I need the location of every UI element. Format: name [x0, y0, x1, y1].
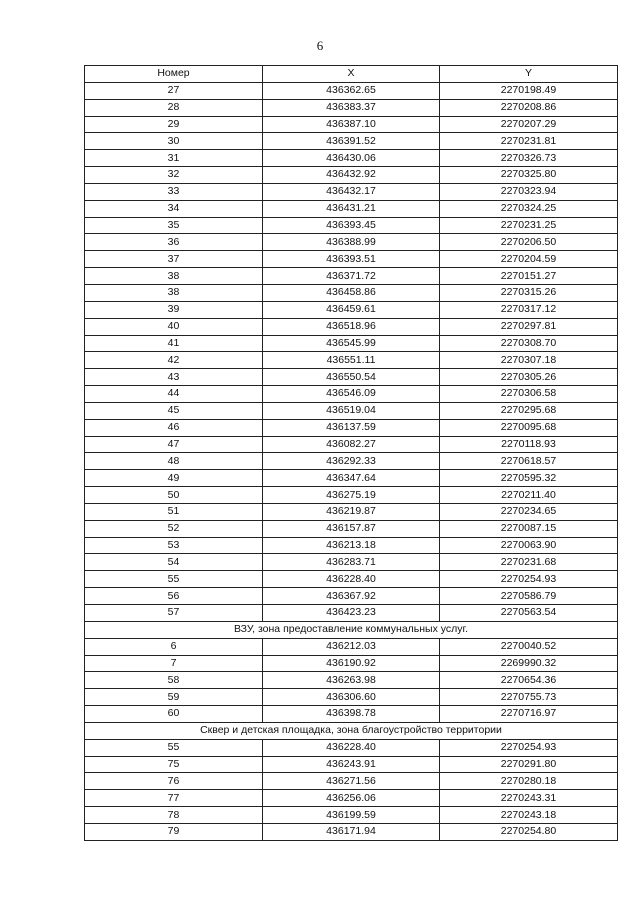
cell-y: 2270231.81 — [440, 133, 618, 150]
cell-number: 27 — [85, 82, 263, 99]
cell-y: 2270254.80 — [440, 823, 618, 840]
table-row — [85, 790, 618, 807]
cell-y: 2270151.27 — [440, 268, 618, 285]
table-row — [85, 588, 618, 605]
cell-number: 53 — [85, 537, 263, 554]
table-row — [85, 689, 618, 706]
cell-number: 55 — [85, 571, 263, 588]
cell-number: 57 — [85, 605, 263, 622]
table-row — [85, 739, 618, 756]
cell-y: 2270586.79 — [440, 588, 618, 605]
table-row — [85, 756, 618, 773]
section-header-row — [85, 722, 618, 739]
cell-x: 436190.92 — [263, 655, 440, 672]
cell-number: 37 — [85, 251, 263, 268]
cell-number: 46 — [85, 419, 263, 436]
cell-number: 45 — [85, 402, 263, 419]
cell-x: 436306.60 — [263, 689, 440, 706]
cell-x: 436157.87 — [263, 520, 440, 537]
cell-x: 436459.61 — [263, 301, 440, 318]
cell-y: 2270204.59 — [440, 251, 618, 268]
cell-y: 2270087.15 — [440, 520, 618, 537]
cell-x: 436271.56 — [263, 773, 440, 790]
cell-y: 2270305.26 — [440, 369, 618, 386]
table-row — [85, 672, 618, 689]
cell-y: 2270716.97 — [440, 706, 618, 723]
cell-y: 2270306.58 — [440, 386, 618, 403]
table-row — [85, 487, 618, 504]
table-row — [85, 419, 618, 436]
cell-x: 436545.99 — [263, 335, 440, 352]
cell-y: 2270254.93 — [440, 739, 618, 756]
cell-number: 7 — [85, 655, 263, 672]
table-row — [85, 453, 618, 470]
cell-y: 2270315.26 — [440, 284, 618, 301]
table-row — [85, 706, 618, 723]
cell-x: 436423.23 — [263, 605, 440, 622]
cell-x: 436367.92 — [263, 588, 440, 605]
cell-x: 436518.96 — [263, 318, 440, 335]
cell-x: 436546.09 — [263, 386, 440, 403]
cell-number: 47 — [85, 436, 263, 453]
cell-number: 32 — [85, 167, 263, 184]
table-row — [85, 167, 618, 184]
cell-y: 2270324.25 — [440, 200, 618, 217]
cell-x: 436347.64 — [263, 470, 440, 487]
cell-y: 2270323.94 — [440, 183, 618, 200]
table-row — [85, 807, 618, 824]
table-row — [85, 268, 618, 285]
cell-y: 2270317.12 — [440, 301, 618, 318]
cell-x: 436431.21 — [263, 200, 440, 217]
section-title: Сквер и детская площадка, зона благоустройство территории — [85, 722, 618, 739]
cell-number: 35 — [85, 217, 263, 234]
cell-x: 436391.52 — [263, 133, 440, 150]
cell-x: 436228.40 — [263, 571, 440, 588]
cell-x: 436213.18 — [263, 537, 440, 554]
cell-y: 2270618.57 — [440, 453, 618, 470]
header-x: X — [263, 66, 440, 83]
cell-x: 436292.33 — [263, 453, 440, 470]
cell-y: 2270254.93 — [440, 571, 618, 588]
cell-y: 2270325.80 — [440, 167, 618, 184]
table-row — [85, 571, 618, 588]
cell-x: 436219.87 — [263, 503, 440, 520]
table-row — [85, 301, 618, 318]
cell-y: 2270243.31 — [440, 790, 618, 807]
cell-number: 55 — [85, 739, 263, 756]
table-row — [85, 352, 618, 369]
cell-number: 58 — [85, 672, 263, 689]
table-row — [85, 386, 618, 403]
header-y: Y — [440, 66, 618, 83]
cell-number: 75 — [85, 756, 263, 773]
table-row — [85, 335, 618, 352]
cell-x: 436387.10 — [263, 116, 440, 133]
cell-x: 436393.51 — [263, 251, 440, 268]
cell-y: 2270231.68 — [440, 554, 618, 571]
cell-number: 77 — [85, 790, 263, 807]
cell-number: 42 — [85, 352, 263, 369]
cell-x: 436432.92 — [263, 167, 440, 184]
table-row — [85, 655, 618, 672]
cell-number: 38 — [85, 284, 263, 301]
cell-y: 2270280.18 — [440, 773, 618, 790]
cell-y: 2270291.80 — [440, 756, 618, 773]
cell-x: 436212.03 — [263, 638, 440, 655]
cell-number: 49 — [85, 470, 263, 487]
cell-x: 436256.06 — [263, 790, 440, 807]
cell-y: 2270563.54 — [440, 605, 618, 622]
table-row — [85, 503, 618, 520]
cell-number: 28 — [85, 99, 263, 116]
table-header — [85, 66, 618, 83]
coordinates-table — [84, 65, 618, 841]
table-row — [85, 436, 618, 453]
cell-x: 436283.71 — [263, 554, 440, 571]
table-row — [85, 251, 618, 268]
section-header-row — [85, 621, 618, 638]
cell-y: 2270595.32 — [440, 470, 618, 487]
table-row — [85, 470, 618, 487]
cell-number: 76 — [85, 773, 263, 790]
cell-x: 436228.40 — [263, 739, 440, 756]
cell-x: 436137.59 — [263, 419, 440, 436]
cell-x: 436519.04 — [263, 402, 440, 419]
cell-x: 436550.54 — [263, 369, 440, 386]
cell-x: 436432.17 — [263, 183, 440, 200]
cell-x: 436393.45 — [263, 217, 440, 234]
cell-y: 2270307.18 — [440, 352, 618, 369]
cell-number: 56 — [85, 588, 263, 605]
page-number: 6 — [316, 38, 324, 53]
cell-number: 40 — [85, 318, 263, 335]
table-row — [85, 369, 618, 386]
table-row — [85, 116, 618, 133]
table-row — [85, 773, 618, 790]
cell-number: 41 — [85, 335, 263, 352]
table-body — [85, 82, 618, 840]
cell-number: 39 — [85, 301, 263, 318]
cell-y: 2270308.70 — [440, 335, 618, 352]
cell-y: 2270063.90 — [440, 537, 618, 554]
cell-x: 436362.65 — [263, 82, 440, 99]
cell-number: 44 — [85, 386, 263, 403]
section-title: ВЗУ, зона предоставление коммунальных услуг. — [85, 621, 618, 638]
cell-y: 2270654.36 — [440, 672, 618, 689]
cell-x: 436171.94 — [263, 823, 440, 840]
cell-x: 436458.86 — [263, 284, 440, 301]
cell-number: 6 — [85, 638, 263, 655]
table-row — [85, 537, 618, 554]
cell-y: 2270095.68 — [440, 419, 618, 436]
cell-y: 2269990.32 — [440, 655, 618, 672]
table-row — [85, 402, 618, 419]
cell-number: 34 — [85, 200, 263, 217]
table-row — [85, 823, 618, 840]
table-row — [85, 234, 618, 251]
cell-y: 2270326.73 — [440, 150, 618, 167]
cell-number: 51 — [85, 503, 263, 520]
cell-number: 48 — [85, 453, 263, 470]
cell-y: 2270040.52 — [440, 638, 618, 655]
cell-number: 31 — [85, 150, 263, 167]
cell-number: 50 — [85, 487, 263, 504]
cell-x: 436263.98 — [263, 672, 440, 689]
cell-y: 2270198.49 — [440, 82, 618, 99]
header-row — [85, 66, 618, 83]
cell-number: 33 — [85, 183, 263, 200]
table-row — [85, 520, 618, 537]
cell-y: 2270243.18 — [440, 807, 618, 824]
cell-y: 2270208.86 — [440, 99, 618, 116]
cell-number: 36 — [85, 234, 263, 251]
table-row — [85, 150, 618, 167]
cell-y: 2270234.65 — [440, 503, 618, 520]
cell-number: 78 — [85, 807, 263, 824]
cell-x: 436199.59 — [263, 807, 440, 824]
table-row — [85, 99, 618, 116]
cell-number: 60 — [85, 706, 263, 723]
cell-number: 79 — [85, 823, 263, 840]
cell-number: 30 — [85, 133, 263, 150]
cell-y: 2270755.73 — [440, 689, 618, 706]
table-row — [85, 217, 618, 234]
cell-number: 59 — [85, 689, 263, 706]
table-row — [85, 82, 618, 99]
cell-y: 2270231.25 — [440, 217, 618, 234]
cell-x: 436275.19 — [263, 487, 440, 504]
cell-x: 436551.11 — [263, 352, 440, 369]
table-row — [85, 318, 618, 335]
cell-y: 2270207.29 — [440, 116, 618, 133]
cell-y: 2270297.81 — [440, 318, 618, 335]
cell-y: 2270118.93 — [440, 436, 618, 453]
table-row — [85, 183, 618, 200]
cell-number: 54 — [85, 554, 263, 571]
cell-y: 2270206.50 — [440, 234, 618, 251]
header-number: Номер — [85, 66, 263, 83]
table-row — [85, 554, 618, 571]
cell-number: 43 — [85, 369, 263, 386]
cell-x: 436383.37 — [263, 99, 440, 116]
table-row — [85, 133, 618, 150]
cell-x: 436398.78 — [263, 706, 440, 723]
cell-x: 436371.72 — [263, 268, 440, 285]
table-row — [85, 638, 618, 655]
cell-x: 436388.99 — [263, 234, 440, 251]
cell-x: 436243.91 — [263, 756, 440, 773]
cell-number: 52 — [85, 520, 263, 537]
cell-number: 29 — [85, 116, 263, 133]
cell-y: 2270211.40 — [440, 487, 618, 504]
table-row — [85, 605, 618, 622]
cell-x: 436082.27 — [263, 436, 440, 453]
cell-x: 436430.06 — [263, 150, 440, 167]
table-row — [85, 200, 618, 217]
cell-y: 2270295.68 — [440, 402, 618, 419]
table-row — [85, 284, 618, 301]
cell-number: 38 — [85, 268, 263, 285]
